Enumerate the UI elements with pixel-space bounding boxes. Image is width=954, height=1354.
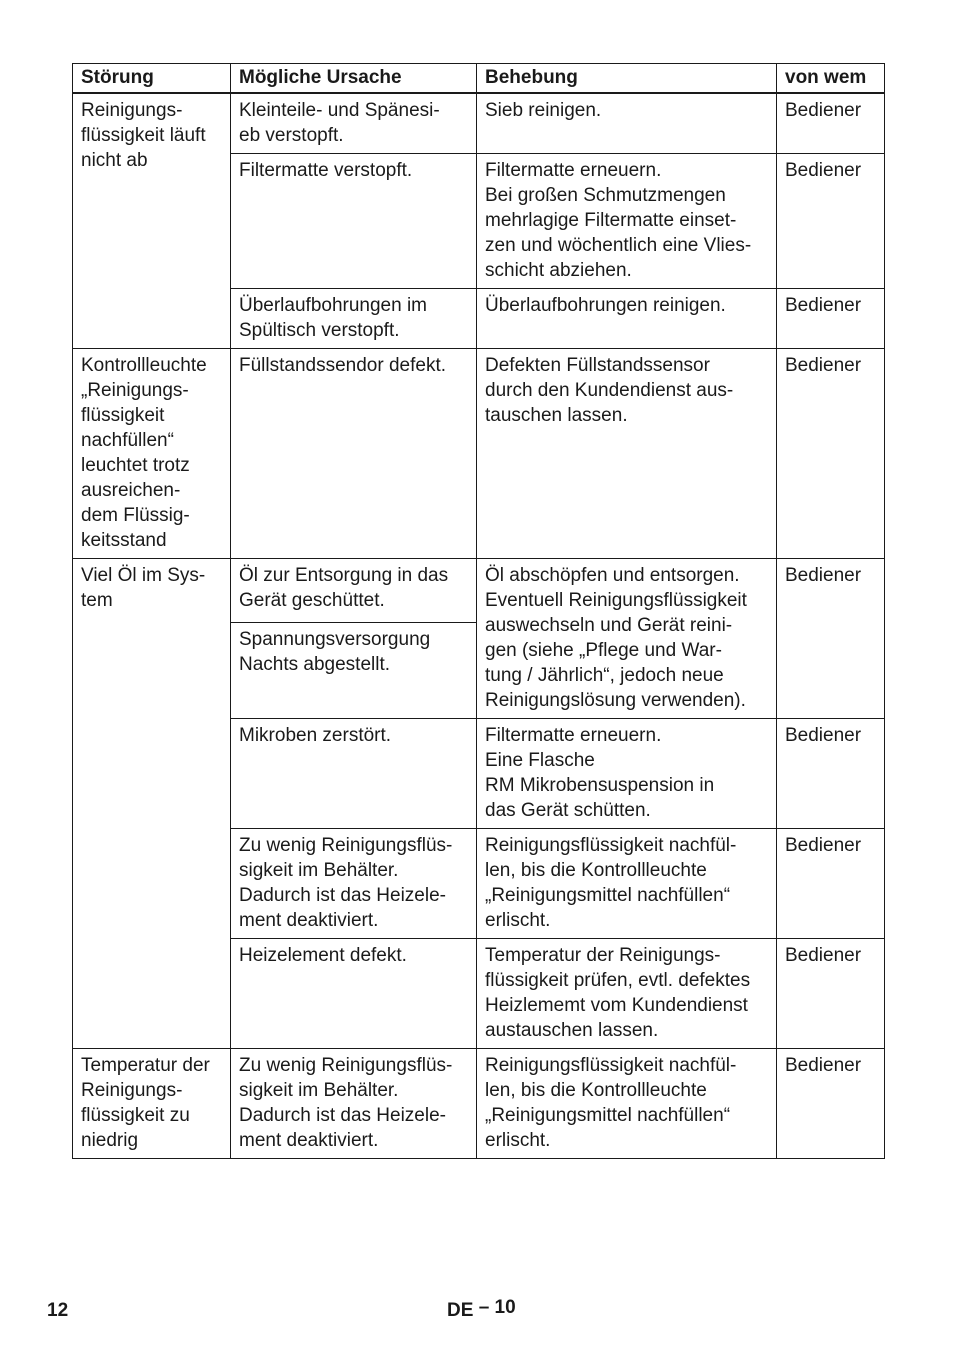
- cause-cell: Kleinteile- und Spänesi- eb verstopft.: [231, 93, 477, 154]
- cause-cell: Mikroben zerstört.: [231, 719, 477, 829]
- fault-cell: Temperatur der Reinigungs- flüssigkeit zu niedrig: [73, 1049, 231, 1159]
- cause-cell: Zu wenig Reinigungsflüs- sigkeit im Behälter. Dadurch ist das Heizele- ment deaktiviert.: [231, 1049, 477, 1159]
- header-von-wem: von wem: [777, 64, 885, 94]
- fault-cell: Reinigungs- flüssigkeit läuft nicht ab: [73, 93, 231, 349]
- table-header-row: [73, 64, 885, 94]
- section-marker: [447, 1297, 516, 1319]
- who-cell: Bediener: [777, 289, 885, 349]
- fault-cell: Kontrollleuchte „Reinigungs- flüssigkeit nachfüllen“ leuchtet trotz ausreichen- dem Flüssig- keitsstand: [73, 349, 231, 559]
- who-cell: Bediener: [777, 93, 885, 154]
- who-cell: Bediener: [777, 349, 885, 559]
- troubleshooting-table: [72, 63, 885, 1159]
- page-number: 12: [47, 1300, 69, 1321]
- table-row: [73, 559, 885, 623]
- remedy-cell: Filtermatte erneuern. Bei großen Schmutzmengen mehrlagige Filtermatte einset- zen und wöchentlich eine Vlies- schicht abziehen.: [477, 154, 777, 289]
- who-cell: Bediener: [777, 939, 885, 1049]
- cause-cell: Zu wenig Reinigungsflüs- sigkeit im Behälter. Dadurch ist das Heizele- ment deaktiviert.: [231, 829, 477, 939]
- cause-cell: Überlaufbohrungen im Spültisch verstopft.: [231, 289, 477, 349]
- table-row: [73, 349, 885, 559]
- remedy-cell: Reinigungsflüssigkeit nachfül- len, bis die Kontrollleuchte „Reinigungsmittel nachfüllen“ erlischt.: [477, 1049, 777, 1159]
- who-cell: Bediener: [777, 829, 885, 939]
- header-stoerung: Störung: [73, 64, 231, 94]
- remedy-cell: Öl abschöpfen und entsorgen. Eventuell Reinigungsflüssigkeit auswechseln und Gerät reini- gen (siehe „Pflege und War- tung / Jährlich“, jedoch neue Reinigungslösung verwenden).: [477, 559, 777, 719]
- remedy-cell: Reinigungsflüssigkeit nachfül- len, bis die Kontrollleuchte „Reinigungsmittel nachfüllen“ erlischt.: [477, 829, 777, 939]
- header-behebung: Behebung: [477, 64, 777, 94]
- remedy-cell: Filtermatte erneuern. Eine Flasche RM Mikrobensuspension in das Gerät schütten.: [477, 719, 777, 829]
- remedy-cell: Temperatur der Reinigungs- flüssigkeit prüfen, evtl. defektes Heizlememt vom Kundendienst austauschen lassen.: [477, 939, 777, 1049]
- header-ursache: Mögliche Ursache: [231, 64, 477, 94]
- cause-cell: Spannungsversorgung Nachts abgestellt.: [231, 623, 477, 719]
- remedy-cell: Sieb reinigen.: [477, 93, 777, 154]
- remedy-cell: Überlaufbohrungen reinigen.: [477, 289, 777, 349]
- who-cell: Bediener: [777, 559, 885, 719]
- cause-cell: Füllstandssendor defekt.: [231, 349, 477, 559]
- who-cell: Bediener: [777, 154, 885, 289]
- table-row: [73, 1049, 885, 1159]
- cause-cell: Filtermatte verstopft.: [231, 154, 477, 289]
- table-row: [73, 93, 885, 154]
- fault-cell: Viel Öl im Sys- tem: [73, 559, 231, 1049]
- remedy-cell: Defekten Füllstandssensor durch den Kundendienst aus- tauschen lassen.: [477, 349, 777, 559]
- who-cell: Bediener: [777, 719, 885, 829]
- section-number: – 10: [478, 1297, 516, 1318]
- cause-cell: Öl zur Entsorgung in das Gerät geschüttet.: [231, 559, 477, 623]
- who-cell: Bediener: [777, 1049, 885, 1159]
- cause-cell: Heizelement defekt.: [231, 939, 477, 1049]
- language-code: DE: [447, 1300, 474, 1321]
